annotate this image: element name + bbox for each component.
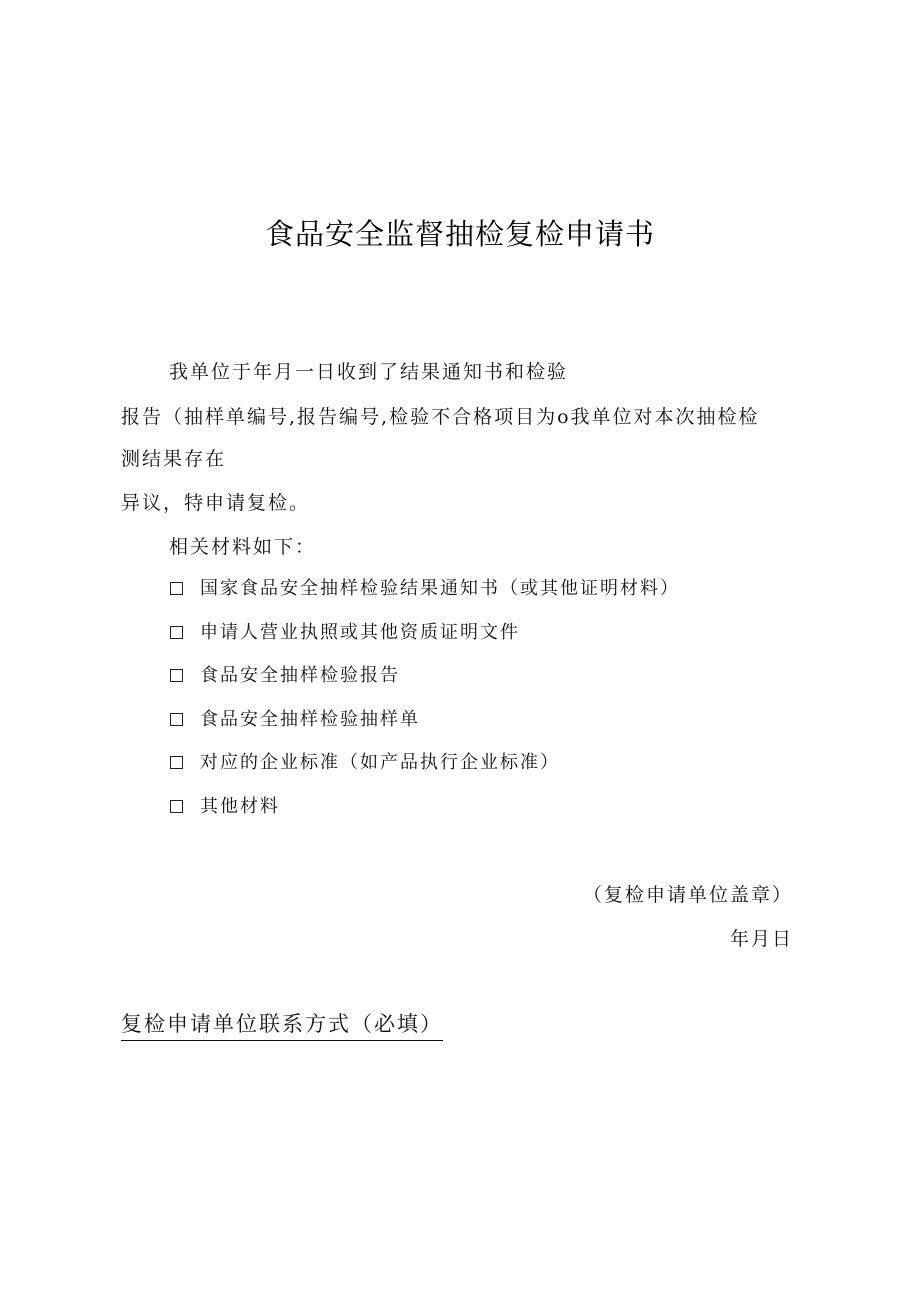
- checklist-item-label: 其他材料: [200, 795, 280, 817]
- checklist-item-label: 国家食品安全抽样检验结果通知书（或其他证明材料）: [200, 578, 680, 599]
- checklist-item-label: 食品安全抽样检验报告: [200, 665, 400, 686]
- paragraph-line-4: 异议，特申请复检。: [121, 492, 311, 514]
- checklist-item: [170, 794, 680, 838]
- checkbox[interactable]: [170, 582, 183, 595]
- checklist-item-label: 对应的企业标准（如产品执行企业标准）: [200, 752, 560, 773]
- materials-heading: 相关材料如下：: [169, 536, 317, 558]
- checkbox[interactable]: [170, 756, 183, 769]
- paragraph-line-2: 报告（抽样单编号,报告编号,检验不合格项目为o我单位对本次抽检检: [121, 406, 760, 428]
- checkbox[interactable]: [170, 713, 183, 726]
- materials-checklist: [170, 576, 680, 837]
- paragraph-line-1: 我单位于年月一日收到了结果通知书和检验: [169, 361, 569, 383]
- checklist-item: [170, 663, 680, 707]
- checklist-item: [170, 576, 680, 620]
- checklist-item-label: 申请人营业执照或其他资质证明文件: [200, 621, 520, 643]
- stamp-label: （复检申请单位盖章）: [582, 884, 793, 906]
- contact-heading: 复检申请单位联系方式（必填）: [121, 1008, 443, 1041]
- checklist-item: [170, 750, 680, 794]
- checkbox[interactable]: [170, 800, 183, 813]
- checklist-item: [170, 620, 680, 664]
- checklist-item-label: 食品安全抽样检验抽样单: [200, 708, 420, 730]
- document-title: 食品安全监督抽检复检申请书: [264, 217, 655, 251]
- date-label: 年月日: [729, 928, 793, 950]
- checklist-item: [170, 707, 680, 751]
- checkbox[interactable]: [170, 626, 183, 639]
- checkbox[interactable]: [170, 669, 183, 682]
- paragraph-line-3: 测结果存在: [121, 448, 227, 470]
